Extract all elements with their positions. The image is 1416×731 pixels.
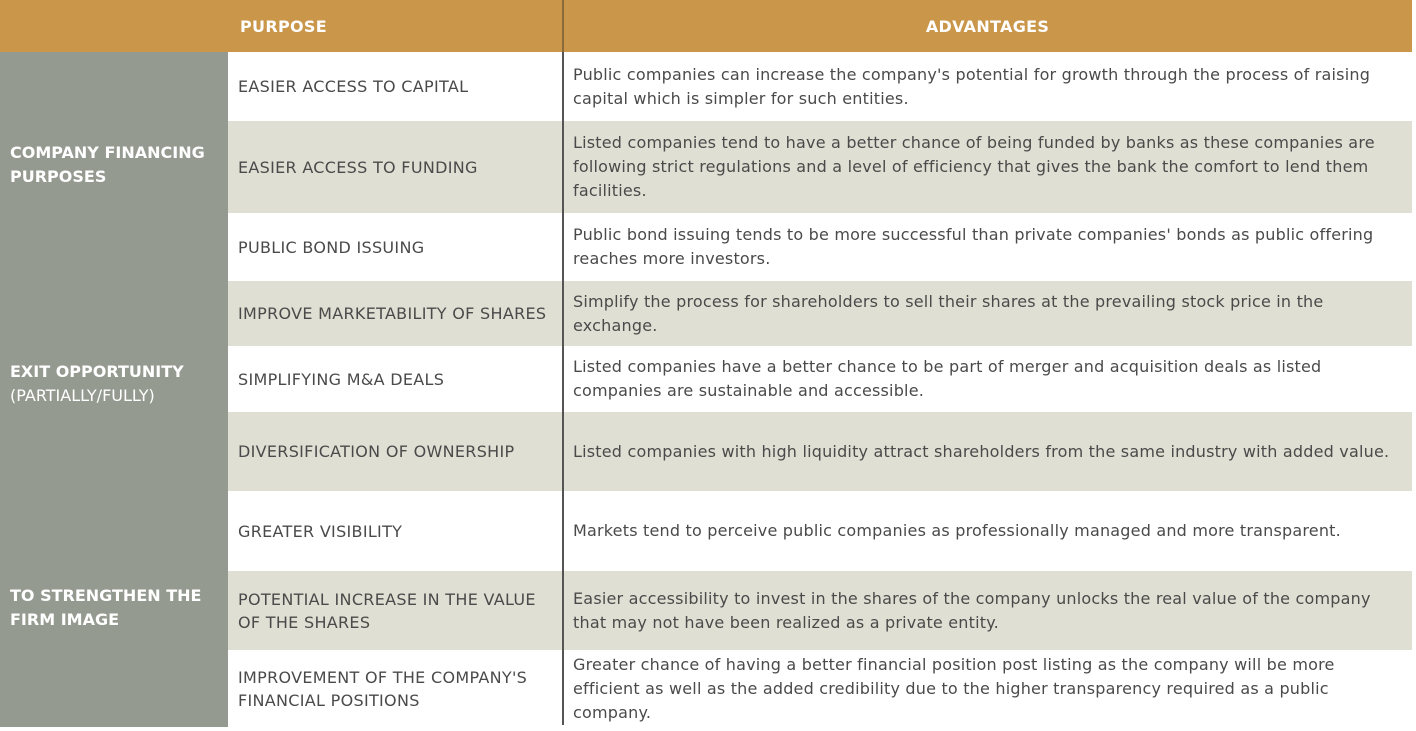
- column-divider: [562, 52, 564, 725]
- table-row: [228, 213, 1412, 281]
- purpose-cell: DIVERSIFICATION OF OWNERSHIP: [238, 442, 515, 461]
- purpose-cell: PUBLIC BOND ISSUING: [238, 237, 425, 257]
- advantage-cell: Listed companies with high liquidity attract shareholders from the same industry with added value.: [573, 441, 1390, 461]
- table-row: [228, 571, 1412, 650]
- advantage-cell: Public bond issuing tends to be more successful than private companies' bonds as public offering reaches more investors.: [573, 225, 1374, 268]
- advantage-cell: Listed companies tend to have a better chance of being funded by banks as these companies are following strict regulations and a level of efficiency that gives the bank the comfort to lend them facilities.: [573, 133, 1375, 200]
- table-row: [228, 52, 1412, 121]
- advantage-cell: Greater chance of having a better financial position post listing as the company will be more efficient as well as the added credibility due to the higher transparency required as a public company.: [573, 654, 1335, 722]
- group-title: EXIT OPPORTUNITY: [10, 362, 184, 381]
- table-row: [228, 346, 1412, 412]
- table-header: [0, 0, 1412, 52]
- group-firm-image: [10, 584, 225, 632]
- purpose-cell: POTENTIAL INCREASE IN THE VALUE OF THE SHARES: [238, 589, 536, 632]
- purpose-cell: EASIER ACCESS TO FUNDING: [238, 157, 478, 177]
- purpose-cell: EASIER ACCESS TO CAPITAL: [238, 77, 469, 96]
- group-title: TO STRENGTHEN THE FIRM IMAGE: [10, 586, 202, 629]
- advantage-cell: Simplify the process for shareholders to sell their shares at the prevailing stock price in the exchange.: [573, 291, 1324, 335]
- group-sidebar: [0, 52, 228, 727]
- purpose-cell: IMPROVEMENT OF THE COMPANY'S FINANCIAL POSITIONS: [238, 667, 528, 710]
- advantage-cell: Easier accessibility to invest in the shares of the company unlocks the real value of the company that may not have been realized as a private entity.: [573, 588, 1371, 632]
- purpose-column-header: PURPOSE: [240, 16, 327, 36]
- group-company-financing: [10, 141, 225, 189]
- group-subtitle: (PARTIALLY/FULLY): [10, 386, 155, 405]
- group-title: COMPANY FINANCING PURPOSES: [10, 143, 205, 186]
- purpose-cell: GREATER VISIBILITY: [238, 521, 403, 541]
- table-row: [228, 650, 1412, 727]
- group-exit-opportunity: [10, 360, 225, 408]
- advantages-column-header: ADVANTAGES: [925, 16, 1050, 36]
- table-row: [228, 491, 1412, 571]
- table-row: [228, 281, 1412, 346]
- advantage-cell: Listed companies have a better chance to be part of merger and acquisition deals as listed companies are sustainable and accessible.: [573, 357, 1322, 400]
- purpose-cell: IMPROVE MARKETABILITY OF SHARES: [238, 304, 547, 323]
- table-row: [228, 121, 1412, 213]
- advantage-cell: Markets tend to perceive public companies as professionally managed and more transparent.: [573, 521, 1341, 540]
- advantage-cell: Public companies can increase the company's potential for growth through the process of raising capital which is simpler for such entities.: [573, 64, 1371, 108]
- table-row: [228, 412, 1412, 491]
- purpose-cell: SIMPLIFYING M&A DEALS: [238, 369, 445, 389]
